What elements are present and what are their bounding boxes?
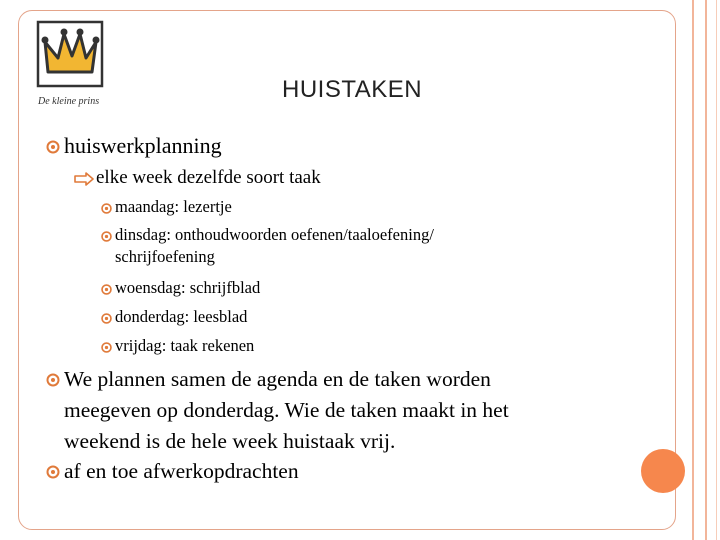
bullet-icon: [98, 341, 115, 354]
day-item: [98, 306, 538, 328]
day-text: [115, 224, 434, 268]
bullet-icon: [42, 372, 64, 388]
decorative-circle: [641, 449, 685, 493]
decorative-band-line: [692, 0, 694, 540]
bullet-icon: [42, 139, 64, 155]
sub-bullet-text: elke week dezelfde soort taak: [96, 167, 321, 188]
day-item: [98, 277, 538, 299]
bullet-text-line: meegeven op donderdag. Wie de taken maakt in het: [64, 398, 509, 422]
bullet-text-line: weekend is de hele week huistaak vrij.: [64, 429, 396, 453]
bullet-item: [42, 456, 582, 487]
slide-title: HUISTAKEN: [282, 76, 423, 103]
day-text: donderdag: leesblad: [115, 307, 248, 326]
sub-bullet-item: [72, 165, 321, 191]
day-text: vrijdag: taak rekenen: [115, 336, 255, 355]
bullet-text: [64, 364, 509, 457]
bullet-item: [42, 364, 582, 457]
day-text: woensdag: schrijfblad: [115, 278, 261, 297]
day-text-line: schrijfoefening: [115, 247, 215, 266]
bullet-icon: [98, 283, 115, 296]
bullet-text-line: We plannen samen de agenda en de taken worden: [64, 367, 491, 391]
bullet-icon: [42, 464, 64, 480]
arrow-bullet-icon: [72, 172, 96, 186]
bullet-icon: [98, 312, 115, 325]
bullet-icon: [98, 230, 115, 243]
day-item: [98, 335, 538, 357]
logo-text: De kleine prins: [38, 96, 100, 107]
bullet-icon: [98, 202, 115, 215]
day-text: maandag: lezertje: [115, 197, 232, 216]
day-item: [98, 196, 538, 218]
crown-logo-icon: [36, 20, 112, 108]
decorative-band-line: [716, 0, 717, 540]
bullet-item: [42, 131, 222, 161]
bullet-text: huiswerkplanning: [64, 133, 222, 158]
day-text-line: dinsdag: onthoudwoorden oefenen/taaloefening/: [115, 225, 434, 244]
day-item: [98, 224, 538, 268]
decorative-band-line: [705, 0, 707, 540]
bullet-text: af en toe afwerkopdrachten: [64, 459, 299, 483]
